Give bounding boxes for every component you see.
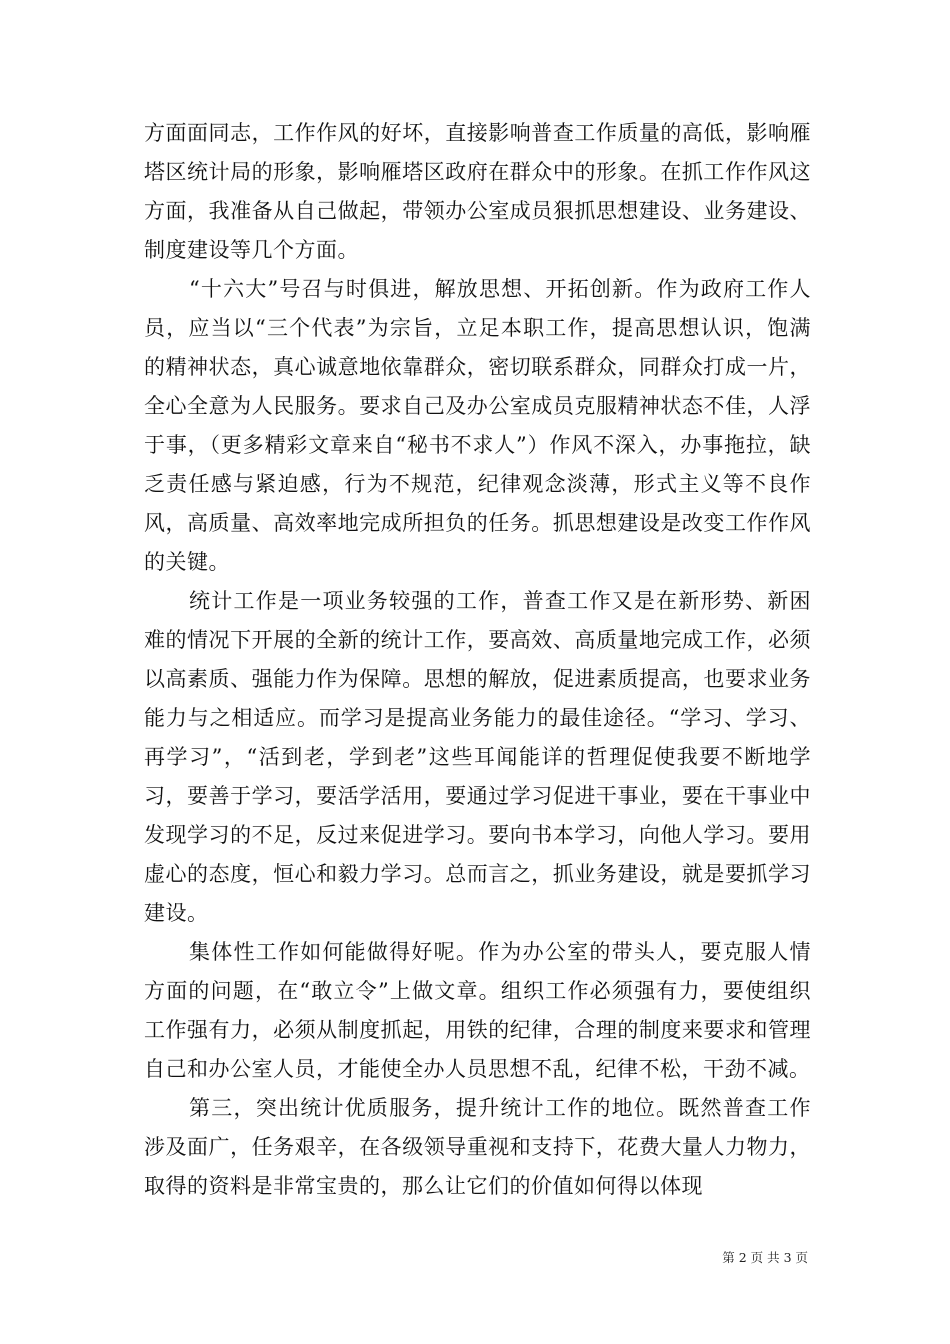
paragraph-1: 方面面同志，工作作风的好坏，直接影响普查工作质量的高低，影响雁塔区统计局的形象，影响雁塔区政府在群众中的形象。在抓工作作风这方面，我准备从自己做起，带领办公室成员狠抓思想建设、业务建设、制度建设等几个方面。 [144, 121, 811, 262]
paragraph-5: 第三，突出统计优质服务，提升统计工作的地位。既然普查工作涉及面广，任务艰辛，在各级领导重视和支持下，花费大量人力物力，取得的资料是非常宝贵的，那么让它们的价值如何得以体现 [144, 1096, 811, 1198]
paragraph-4: 集体性工作如何能做得好呢。作为办公室的带头人，要克服人情方面的问题，在“敢立令”上做文章。组织工作必须强有力，要使组织工作强有力，必须从制度抓起，用铁的纪律，合理的制度来要求和管理自己和办公室人员，才能使全办人员思想不乱，纪律不松，干劲不减。 [144, 940, 811, 1081]
paragraph-2: “十六大”号召与时俱进，解放思想、开拓创新。作为政府工作人员，应当以“三个代表”为宗旨，立足本职工作，提高思想认识，饱满的精神状态，真心诚意地依靠群众，密切联系群众，同群众打成一片，全心全意为人民服务。要求自己及办公室成员克服精神状态不佳，人浮于事，（更多精彩文章来自“秘书不求人”）作风不深入，办事拖拉，缺乏责任感与紧迫感，行为不规范，纪律观念淡薄，形式主义等不良作风，高质量、高效率地完成所担负的任务。抓思想建设是改变工作作风的关键。 [144, 277, 811, 574]
document-body [144, 114, 811, 1206]
paragraph-3: 统计工作是一项业务较强的工作，普查工作又是在新形势、新困难的情况下开展的全新的统计工作，要高效、高质量地完成工作，必须以高素质、强能力作为保障。思想的解放，促进素质提高，也要求业务能力与之相适应。而学习是提高业务能力的最佳途径。“学习、学习、再学习”，“活到老，学到老”这些耳闻能详的哲理促使我要不断地学习，要善于学习，要活学活用，要通过学习促进干事业，要在干事业中发现学习的不足，反过来促进学习。要向书本学习，向他人学习。要用虚心的态度，恒心和毅力学习。总而言之，抓业务建设，就是要抓学习建设。 [144, 589, 811, 925]
page-number: 第 2 页 共 3 页 [722, 1250, 808, 1265]
